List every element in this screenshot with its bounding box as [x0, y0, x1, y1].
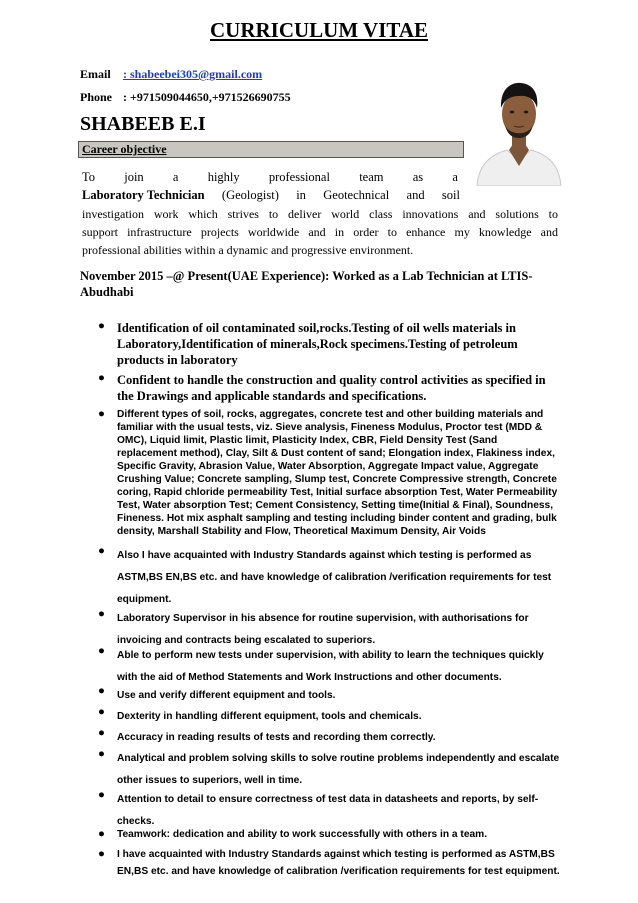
- objective-word: soil: [441, 188, 460, 202]
- list-item-text: Analytical and problem solving skills to solve routine problems independently and escalate other issues to superiors, well in time.: [117, 753, 560, 786]
- list-item-text: Dexterity in handling different equipment, tools and chemicals.: [117, 711, 422, 722]
- objective-role: Laboratory Technician: [82, 188, 205, 202]
- list-item-text: Different types of soil, rocks, aggregates, concrete test and other building materials and familiar with the usual tests, viz. Sieve analysis, Fineness Modulus, Proctor test (MDD & OMC), Liquid limit, Plastic limit, Plasticity Index, CBR, Field Density Test (Sand replacement method), Clay, Silt & Dust content of sand; Elongation index, Flakiness index, Specific Gravity, Abrasion Value, Water Absorption, Aggregate Impact value, Aggregate Crushing Value; Concrete sampling, Slump test, Concrete Compressive strength, Concrete coring, Rapid chloride permeability Test, Initial surface absorption Test, Water Permeability Test, Water absorption Test; Cement Consistency, Setting time(Initial & Final), Soundness, Fineness. Hot mix asphalt sampling and testing including binder content and grading, bulk density, Marshall Stability and Flow, Theoretical Maximum Density, Air Voids: [117, 409, 558, 537]
- objective-line-2: [82, 188, 460, 203]
- objective-word: To: [82, 170, 96, 184]
- list-item-text: Laboratory Supervisor in his absence for routine supervision, with authorisations for invoicing and contracts being escalated to superiors.: [117, 613, 529, 646]
- objective-word: a: [452, 170, 458, 184]
- phone-value: : +971509044650,+971526690755: [123, 90, 291, 104]
- objective-word: in: [296, 188, 306, 202]
- phone-row: [80, 90, 291, 105]
- bullet-icon: ●: [98, 320, 105, 332]
- bullet-icon: ●: [98, 545, 105, 557]
- email-row: [80, 67, 262, 82]
- list-item-text: Identification of oil contaminated soil,rocks.Testing of oil wells materials in Laboratory,Identification of minerals,Rock specimens.Testing of petroleum products in laboratory: [117, 321, 518, 367]
- profile-photo: [469, 70, 569, 186]
- document-title: CURRICULUM VITAE: [210, 18, 428, 42]
- experience-heading: November 2015 –@ Present(UAE Experience): Worked as a Lab Technician at LTIS-Abudhabi: [80, 269, 533, 299]
- bullet-icon: ●: [98, 789, 105, 801]
- objective-word: (Geologist): [221, 188, 279, 202]
- list-item-text: Accuracy in reading results of tests and recording them correctly.: [117, 732, 436, 743]
- bullet-icon: ●: [98, 608, 105, 620]
- objective-word: as: [412, 170, 424, 184]
- objective-word: join: [124, 170, 144, 184]
- bullet-icon: ●: [98, 828, 105, 840]
- objective-word: professional: [268, 170, 330, 184]
- list-item-text: Also I have acquainted with Industry Standards against which testing is performed as ASTM,BS EN,BS etc. and have knowledge of calibration /verification requirements for test equipment.: [117, 550, 552, 605]
- objective-word: highly: [207, 170, 240, 184]
- list-item-text: Teamwork: dedication and ability to work successfully with others in a team.: [117, 829, 488, 840]
- phone-label: Phone: [80, 90, 113, 104]
- objective-word: team: [359, 170, 384, 184]
- bullet-icon: ●: [98, 372, 105, 384]
- list-item-text: Attention to detail to ensure correctness of test data in datasheets and reports, by self-checks.: [117, 794, 539, 827]
- email-link[interactable]: : shabeebei305@gmail.com: [123, 67, 263, 81]
- objective-word: Geotechnical: [323, 188, 390, 202]
- candidate-name: SHABEEB E.I: [80, 113, 206, 135]
- objective-line-5: professional abilities within a dynamic and progressive environment.: [82, 243, 414, 257]
- list-item-text: Confident to handle the construction and quality control activities as specified in the Drawings and applicable standards and specifications.: [117, 373, 546, 403]
- bullet-icon: ●: [98, 848, 105, 860]
- bullet-icon: ●: [98, 685, 105, 697]
- bullet-icon: ●: [98, 408, 105, 420]
- list-item-text: I have acquainted with Industry Standards against which testing is performed as ASTM,BS EN,BS etc. and have knowledge of calibration /verification requirements for test equipment.: [117, 849, 560, 877]
- objective-word: a: [172, 170, 179, 184]
- career-objective-heading: Career objective: [82, 142, 167, 156]
- objective-line-1: [82, 170, 458, 185]
- list-item-text: Able to perform new tests under supervision, with ability to learn the techniques quickly with the aid of Method Statements and Work Instructions and other documents.: [117, 650, 544, 683]
- bullet-icon: ●: [98, 748, 105, 760]
- objective-line-3: investigation work which strives to deliver world class innovations and solutions to: [82, 207, 558, 221]
- email-label: Email: [80, 67, 111, 81]
- bullet-icon: ●: [98, 645, 105, 657]
- bullet-icon: ●: [98, 706, 105, 718]
- objective-line-4: support infrastructure projects worldwide and in order to enhance my knowledge and: [82, 225, 558, 239]
- bullet-icon: ●: [98, 727, 105, 739]
- career-objective-header: [78, 141, 464, 158]
- list-item-text: Use and verify different equipment and tools.: [117, 690, 336, 701]
- objective-word: and: [406, 188, 425, 202]
